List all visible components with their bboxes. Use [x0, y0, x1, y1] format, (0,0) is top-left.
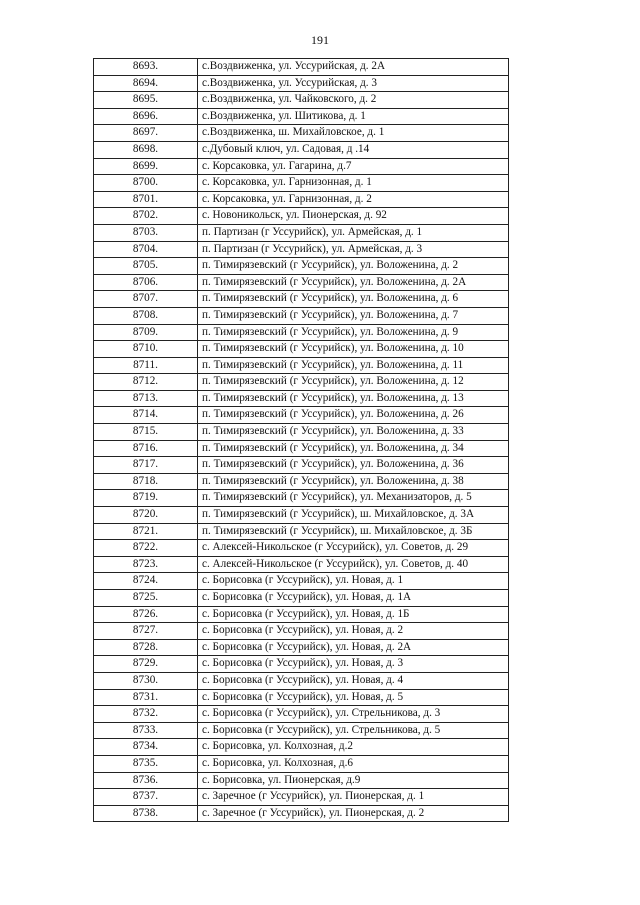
row-address: п. Тимирязевский (г Уссурийск), ул. Механизаторов, д. 5: [198, 490, 509, 507]
table-row: [94, 473, 509, 490]
row-number: 8710.: [94, 341, 198, 358]
row-address: с. Корсаковка, ул. Гарнизонная, д. 1: [198, 175, 509, 192]
table-row: [94, 75, 509, 92]
table-row: [94, 540, 509, 557]
row-number: 8735.: [94, 755, 198, 772]
row-number: 8703.: [94, 224, 198, 241]
table-row: [94, 141, 509, 158]
table-row: [94, 191, 509, 208]
row-number: 8724.: [94, 573, 198, 590]
table-row: [94, 108, 509, 125]
row-number: 8723.: [94, 556, 198, 573]
row-number: 8718.: [94, 473, 198, 490]
row-address: с. Корсаковка, ул. Гарнизонная, д. 2: [198, 191, 509, 208]
row-number: 8694.: [94, 75, 198, 92]
table-row: [94, 324, 509, 341]
table-row: [94, 789, 509, 806]
table-row: [94, 656, 509, 673]
row-address: п. Тимирязевский (г Уссурийск), ул. Воложенина, д. 26: [198, 407, 509, 424]
table-row: [94, 357, 509, 374]
table-row: [94, 755, 509, 772]
row-number: 8700.: [94, 175, 198, 192]
row-number: 8714.: [94, 407, 198, 424]
row-number: 8721.: [94, 523, 198, 540]
row-address: с. Борисовка (г Уссурийск), ул. Новая, д. 3: [198, 656, 509, 673]
row-address: п. Партизан (г Уссурийск), ул. Армейская, д. 3: [198, 241, 509, 258]
row-address: п. Тимирязевский (г Уссурийск), ул. Воложенина, д. 13: [198, 390, 509, 407]
row-address: с. Борисовка (г Уссурийск), ул. Новая, д. 2А: [198, 639, 509, 656]
row-number: 8730.: [94, 672, 198, 689]
table-row: [94, 556, 509, 573]
row-number: 8706.: [94, 274, 198, 291]
row-address: п. Тимирязевский (г Уссурийск), ул. Воложенина, д. 11: [198, 357, 509, 374]
table-row: [94, 772, 509, 789]
row-number: 8696.: [94, 108, 198, 125]
address-table: [93, 58, 509, 822]
row-address: с. Алексей-Никольское (г Уссурийск), ул. Советов, д. 29: [198, 540, 509, 557]
row-address: с. Борисовка, ул. Колхозная, д.6: [198, 755, 509, 772]
row-number: 8720.: [94, 507, 198, 524]
table-row: [94, 258, 509, 275]
row-address: с.Воздвиженка, ул. Уссурийская, д. 2А: [198, 59, 509, 76]
row-number: 8693.: [94, 59, 198, 76]
row-address: п. Тимирязевский (г Уссурийск), ул. Воложенина, д. 38: [198, 473, 509, 490]
row-address: с. Борисовка (г Уссурийск), ул. Новая, д. 1: [198, 573, 509, 590]
table-row: [94, 92, 509, 109]
row-number: 8729.: [94, 656, 198, 673]
row-number: 8715.: [94, 424, 198, 441]
table-row: [94, 606, 509, 623]
table-row: [94, 241, 509, 258]
row-address: с. Борисовка, ул. Колхозная, д.2: [198, 739, 509, 756]
table-row: [94, 805, 509, 822]
row-number: 8702.: [94, 208, 198, 225]
table-row: [94, 307, 509, 324]
table-row: [94, 175, 509, 192]
table-row: [94, 573, 509, 590]
table-row: [94, 407, 509, 424]
row-address: с. Борисовка (г Уссурийск), ул. Новая, д. 5: [198, 689, 509, 706]
row-address: п. Тимирязевский (г Уссурийск), ул. Воложенина, д. 2: [198, 258, 509, 275]
row-number: 8704.: [94, 241, 198, 258]
row-address: с. Борисовка (г Уссурийск), ул. Стрельникова, д. 5: [198, 722, 509, 739]
row-number: 8736.: [94, 772, 198, 789]
row-number: 8713.: [94, 390, 198, 407]
row-number: 8705.: [94, 258, 198, 275]
row-address: п. Тимирязевский (г Уссурийск), ул. Воложенина, д. 34: [198, 440, 509, 457]
row-address: с. Алексей-Никольское (г Уссурийск), ул. Советов, д. 40: [198, 556, 509, 573]
row-address: п. Тимирязевский (г Уссурийск), ш. Михайловское, д. 3А: [198, 507, 509, 524]
table-row: [94, 440, 509, 457]
row-address: п. Тимирязевский (г Уссурийск), ул. Воложенина, д. 2А: [198, 274, 509, 291]
row-number: 8707.: [94, 291, 198, 308]
table-row: [94, 390, 509, 407]
row-address: с.Воздвиженка, ул. Шитикова, д. 1: [198, 108, 509, 125]
row-address: с. Корсаковка, ул. Гагарина, д.7: [198, 158, 509, 175]
row-address: с. Заречное (г Уссурийск), ул. Пионерская, д. 1: [198, 789, 509, 806]
table-row: [94, 208, 509, 225]
row-number: 8697.: [94, 125, 198, 142]
row-address: п. Тимирязевский (г Уссурийск), ул. Воложенина, д. 6: [198, 291, 509, 308]
row-number: 8712.: [94, 374, 198, 391]
row-number: 8737.: [94, 789, 198, 806]
row-number: 8731.: [94, 689, 198, 706]
row-number: 8727.: [94, 623, 198, 640]
table-row: [94, 59, 509, 76]
table-row: [94, 490, 509, 507]
row-number: 8722.: [94, 540, 198, 557]
row-number: 8733.: [94, 722, 198, 739]
row-address: с.Воздвиженка, ул. Чайковского, д. 2: [198, 92, 509, 109]
row-number: 8726.: [94, 606, 198, 623]
row-address: п. Тимирязевский (г Уссурийск), ш. Михайловское, д. 3Б: [198, 523, 509, 540]
row-address: с.Воздвиженка, ш. Михайловское, д. 1: [198, 125, 509, 142]
row-number: 8732.: [94, 706, 198, 723]
row-address: п. Тимирязевский (г Уссурийск), ул. Воложенина, д. 7: [198, 307, 509, 324]
row-address: с. Борисовка (г Уссурийск), ул. Новая, д. 1А: [198, 590, 509, 607]
row-address: с. Борисовка (г Уссурийск), ул. Новая, д. 1Б: [198, 606, 509, 623]
row-number: 8719.: [94, 490, 198, 507]
table-row: [94, 523, 509, 540]
row-address: с. Заречное (г Уссурийск), ул. Пионерская, д. 2: [198, 805, 509, 822]
row-address: п. Тимирязевский (г Уссурийск), ул. Воложенина, д. 9: [198, 324, 509, 341]
row-number: 8725.: [94, 590, 198, 607]
row-address: п. Тимирязевский (г Уссурийск), ул. Воложенина, д. 33: [198, 424, 509, 441]
table-row: [94, 739, 509, 756]
row-number: 8709.: [94, 324, 198, 341]
table-row: [94, 291, 509, 308]
table-row: [94, 457, 509, 474]
row-address: с. Борисовка, ул. Пионерская, д.9: [198, 772, 509, 789]
row-address: с. Новоникольск, ул. Пионерская, д. 92: [198, 208, 509, 225]
row-address: с. Борисовка (г Уссурийск), ул. Новая, д. 4: [198, 672, 509, 689]
row-address: п. Тимирязевский (г Уссурийск), ул. Воложенина, д. 12: [198, 374, 509, 391]
row-number: 8717.: [94, 457, 198, 474]
row-number: 8734.: [94, 739, 198, 756]
row-address: п. Тимирязевский (г Уссурийск), ул. Воложенина, д. 10: [198, 341, 509, 358]
row-number: 8738.: [94, 805, 198, 822]
row-address: п. Партизан (г Уссурийск), ул. Армейская, д. 1: [198, 224, 509, 241]
table-row: [94, 224, 509, 241]
row-address: с. Борисовка (г Уссурийск), ул. Новая, д. 2: [198, 623, 509, 640]
table-row: [94, 639, 509, 656]
table-row: [94, 722, 509, 739]
table-row: [94, 706, 509, 723]
row-number: 8698.: [94, 141, 198, 158]
row-number: 8699.: [94, 158, 198, 175]
table-row: [94, 125, 509, 142]
table-row: [94, 590, 509, 607]
table-row: [94, 158, 509, 175]
row-number: 8695.: [94, 92, 198, 109]
table-row: [94, 274, 509, 291]
row-address: с. Борисовка (г Уссурийск), ул. Стрельникова, д. 3: [198, 706, 509, 723]
row-number: 8701.: [94, 191, 198, 208]
row-number: 8716.: [94, 440, 198, 457]
row-address: п. Тимирязевский (г Уссурийск), ул. Воложенина, д. 36: [198, 457, 509, 474]
table-row: [94, 623, 509, 640]
table-row: [94, 374, 509, 391]
row-number: 8708.: [94, 307, 198, 324]
table-row: [94, 341, 509, 358]
row-address: с.Воздвиженка, ул. Уссурийская, д. 3: [198, 75, 509, 92]
table-row: [94, 507, 509, 524]
row-number: 8728.: [94, 639, 198, 656]
row-address: с.Дубовый ключ, ул. Садовая, д .14: [198, 141, 509, 158]
table-row: [94, 689, 509, 706]
row-number: 8711.: [94, 357, 198, 374]
table-row: [94, 424, 509, 441]
table-row: [94, 672, 509, 689]
page-number: 191: [311, 33, 329, 47]
